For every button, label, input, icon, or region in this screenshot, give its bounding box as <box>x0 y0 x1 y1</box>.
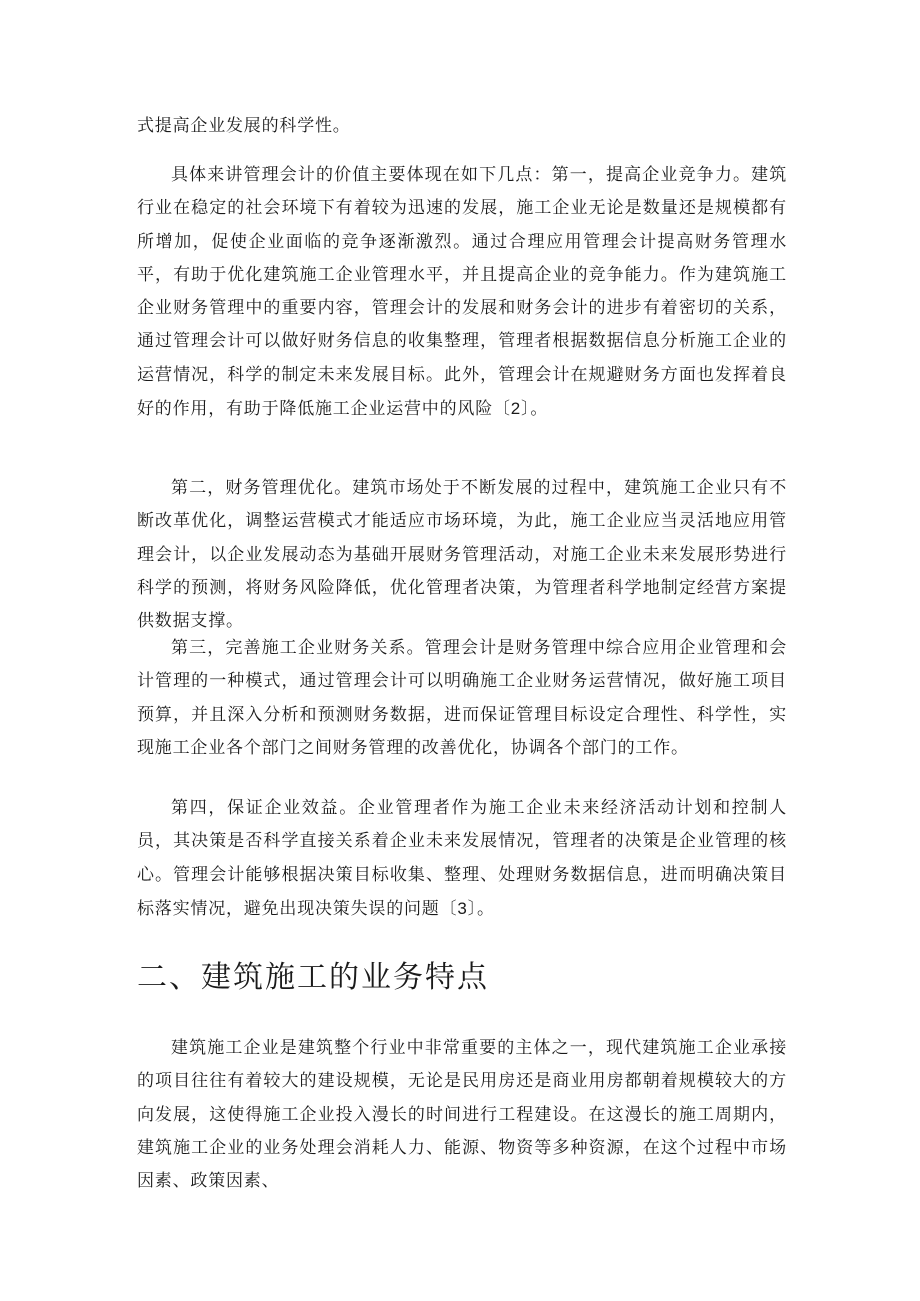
paragraph-enterprise-benefit <box>137 792 787 926</box>
citation-ref: 〔2〕 <box>493 399 531 419</box>
paragraph-text: 具体来讲管理会计的价值主要体现在如下几点：第一，提高企业竞争力。建筑行业在稳定的社会环境下有着较为迅速的发展，施工企业无论是数量还是规模都有所增加，促使企业面临的竞争逐渐激烈。通过合理应用管理会计提高财务管理水平，有助于优化建筑施工企业管理水平，并且提高企业的竞争能力。作为建筑施工企业财务管理中的重要内容，管理会计的发展和财务会计的进步有着密切的关系，通过管理会计可以做好财务信息的收集整理，管理者根据数据信息分析施工企业的运营情况，科学的制定未来发展目标。此外，管理会计在规避财务方面也发挥着良好的作用，有助于降低施工企业运营中的风险 <box>137 165 787 420</box>
paragraph-end: 。 <box>476 898 495 919</box>
paragraph-financial-optimization <box>137 472 787 638</box>
paragraph-text: 第四，保证企业效益。企业管理者作为施工企业未来经济活动计划和控制人员，其决策是否科学直接关系着企业未来发展情况，管理者的决策是企业管理的核心。管理会计能够根据决策目标收集、整理、处理财务数据信息，进而明确决策目标落实情况，避免出现决策失误的问题 <box>137 798 787 919</box>
paragraph-end: 。 <box>530 399 549 420</box>
section-heading: 二、建筑施工的业务特点 <box>137 960 489 995</box>
paragraph-business-characteristics <box>137 1032 787 1198</box>
paragraph-text: 建筑施工企业是建筑整个行业中非常重要的主体之一，现代建筑施工企业承接的项目往往有着较大的建设规模，无论是民用房还是商业用房都朝着规模较大的方向发展，这使得施工企业投入漫长的时间进行工程建设。在这漫长的施工周期内，建筑施工企业的业务处理会消耗人力、能源、物资等多种资源，在这个过程中市场因素、政策因素、 <box>137 1038 787 1192</box>
paragraph-text: 式提高企业发展的科学性。 <box>137 116 351 136</box>
paragraph-text: 第三，完善施工企业财务关系。管理会计是财务管理中综合应用企业管理和会计管理的一种模式，通过管理会计可以明确施工企业财务运营情况，做好施工项目预算，并且深入分析和预测财务数据，进而保证管理目标设定合理性、科学性，实现施工企业各个部门之间财务管理的改善优化，协调各个部门的工作。 <box>137 638 787 758</box>
paragraph-text: 第二，财务管理优化。建筑市场处于不断发展的过程中，建筑施工企业只有不断改革优化，调整运营模式才能适应市场环境，为此，施工企业应当灵活地应用管理会计，以企业发展动态为基础开展财务管理活动，对施工企业未来发展形势进行科学的预测，将财务风险降低，优化管理者决策，为管理者科学地制定经营方案提供数据支撑。 <box>137 478 787 632</box>
paragraph-financial-relations <box>137 632 787 765</box>
paragraph-continuation <box>137 110 787 143</box>
paragraph-value-of-management-accounting <box>137 159 787 426</box>
citation-ref: 〔3〕 <box>439 898 477 918</box>
